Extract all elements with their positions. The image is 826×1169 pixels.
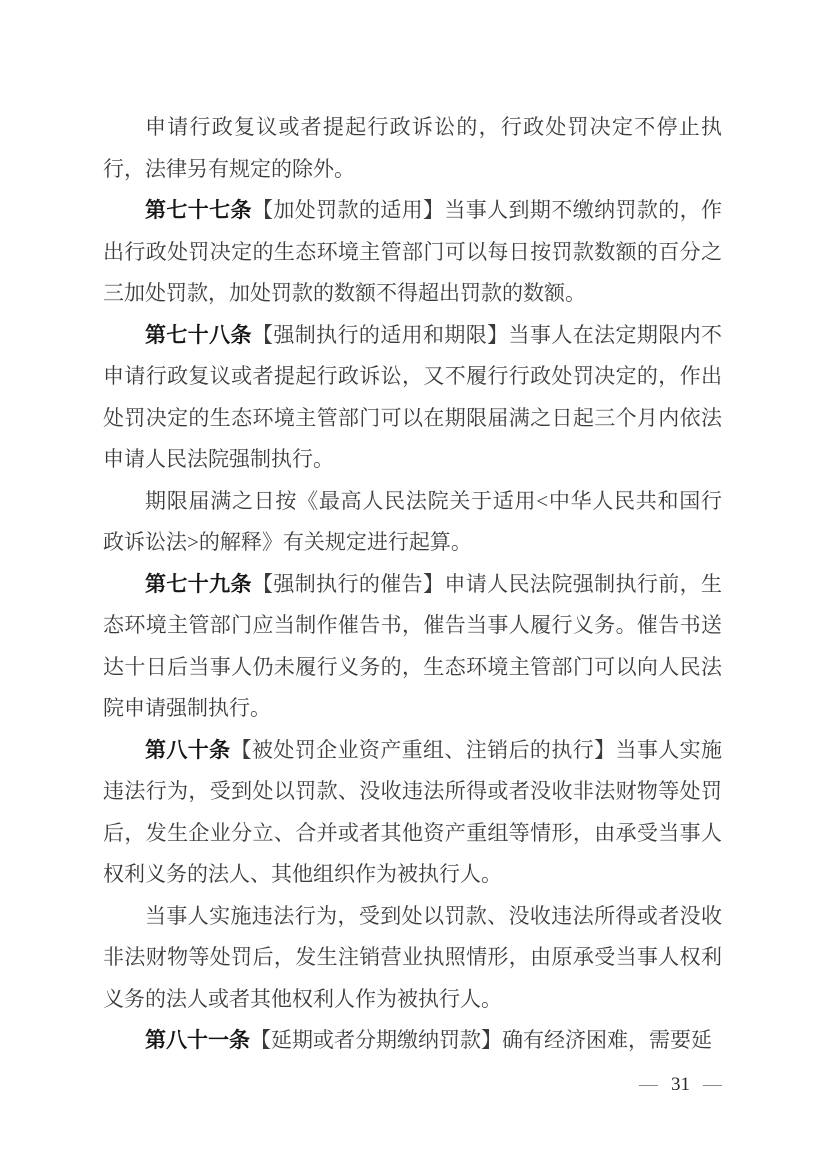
article-78-number: 第七十八条 bbox=[145, 323, 252, 347]
article-81-number: 第八十一条 bbox=[145, 1029, 250, 1052]
article-79-paragraph bbox=[103, 564, 722, 730]
page-footer bbox=[103, 1074, 722, 1096]
footer-right-dash: — bbox=[703, 1074, 722, 1095]
paragraph-deadline-calculation bbox=[103, 481, 722, 564]
article-77-number: 第七十七条 bbox=[145, 199, 252, 222]
page-number: 31 bbox=[671, 1074, 690, 1095]
paragraph-text: 【加处罚款的适用】当事人到期不缴纳罚款的，作出行政处罚决定的生态环境主管部门可以每日按罚款数额的百分之三加处罚款，加处罚款的数额不得超出罚款的数额。 bbox=[103, 198, 723, 305]
article-81-paragraph bbox=[103, 1020, 722, 1062]
paragraph-text: 【强制执行的催告】申请人民法院强制执行前，生态环境主管部门应当制作催告书，催告当事人履行义务。催告书送达十日后当事人仍未履行义务的，生态环境主管部门可以向人民法院申请强制执行。 bbox=[103, 571, 723, 720]
article-80-paragraph bbox=[103, 730, 722, 896]
paragraph-text: 【延期或者分期缴纳罚款】确有经济困难，需要延 bbox=[250, 1028, 712, 1052]
article-80-number: 第八十条 bbox=[145, 738, 231, 762]
paragraph-text: 申请行政复议或者提起行政诉讼的，行政处罚决定不停止执行，法律另有规定的除外。 bbox=[103, 115, 722, 181]
document-body bbox=[103, 107, 722, 1062]
article-77-paragraph bbox=[103, 190, 722, 315]
paragraph-text: 【被处罚企业资产重组、注销后的执行】当事人实施违法行为，受到处以罚款、没收违法所得或者没收非法财物等处罚后，发生企业分立、合并或者其他资产重组等情形，由承受当事人权利义务的法人、其他组织作为被执行人。 bbox=[103, 737, 723, 886]
article-79-number: 第七十九条 bbox=[145, 572, 252, 596]
paragraph-text: 【强制执行的适用和期限】当事人在法定期限内不申请行政复议或者提起行政诉讼，又不履行行政处罚决定的，作出处罚决定的生态环境主管部门可以在期限届满之日起三个月内依法申请人民法院强制执行。 bbox=[103, 322, 723, 471]
footer-left-dash: — bbox=[639, 1074, 658, 1095]
article-78-paragraph bbox=[103, 315, 722, 481]
paragraph-text: 期限届满之日按《最高人民法院关于适用<中华人民共和国行政诉讼法>的解释》有关规定进行起算。 bbox=[103, 488, 722, 554]
paragraph-text: 当事人实施违法行为，受到处以罚款、没收违法所得或者没收非法财物等处罚后，发生注销营业执照情形，由原承受当事人权利义务的法人或者其他权利人作为被执行人。 bbox=[103, 903, 722, 1011]
paragraph-review-no-suspension bbox=[103, 107, 722, 190]
paragraph-license-cancellation bbox=[103, 896, 722, 1021]
